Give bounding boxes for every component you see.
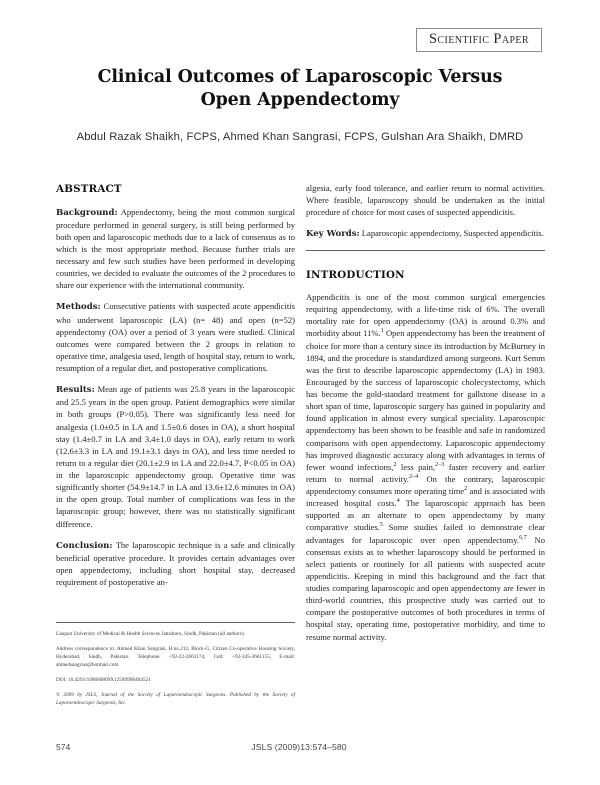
journal-citation: JSLS (2009)13:574–580 bbox=[251, 742, 347, 752]
introduction-heading: INTRODUCTION bbox=[306, 268, 405, 281]
intro-text-h: Some studies failed to demonstrate clear advantages for laparoscopic over open appendectomy. bbox=[306, 522, 545, 545]
intro-text-a: Appendicitis is one of the most common surgical emergencies requiring appendectomy, with a life-time risk of 6%. The overall mortality rate for open appendectomy (OA) is around 0.3% and morbidity about 11%. bbox=[306, 292, 545, 339]
footnote-copyright-line-1: © 2009 by JSLS, Journal of the Society of Laparoendoscopic Surgeons. Published by bbox=[56, 691, 260, 698]
citation-ref-2: 2 bbox=[393, 461, 397, 469]
page-title bbox=[58, 66, 542, 112]
keywords-label: Key Words: bbox=[306, 229, 360, 240]
abstract-methods-text: Consecutive patients with suspected acute appendicitis who underwent laparoscopic (LA) (n= 48) and open (n=52) appendectomy (OA) over a period of 3 years were studied. Clinical outcomes were compared between the 2 groups in relation to operative time, analgesia used, length of hospital stay, return to work, resumption of a regular diet, and postoperative complications. bbox=[56, 301, 295, 374]
abstract-conclusion-text-left: The laparoscopic technique is a safe and clinically beneficial operative procedure. It provides certain advantages over open appendectomy, including short hospital stay, decreased requirement of postoperative an- bbox=[56, 539, 295, 588]
abstract-methods bbox=[56, 300, 295, 374]
title-line-1: Clinical Outcomes of Laparoscopic Versus bbox=[97, 67, 503, 87]
abstract-background-label: Background: bbox=[56, 207, 118, 218]
introduction-column bbox=[306, 182, 545, 643]
abstract-column bbox=[56, 182, 295, 588]
intro-text-b: Open appendectomy has been the treatment of choice for more than a century since its introduction by McBurney in 1894, and the procedure is standardized among surgeons. Kurt Semm was the first to describe laparoscopic appendectomy (LA) in 1983. Encouraged by the success of laparoscopic cholecystectomy, which has become the gold-standard treatment for gallstone disease in a short span of time, laparoscopic surgery has gained in popularity and found application in almost every surgical speciality. Laparoscopic appendectomy has been shown to be feasible and safe in randomized comparisons with open appendectomy. Laparoscopic appendectomy has improved diagnostic accuracy along with advantages in terms of fewer wound infections, bbox=[306, 328, 545, 472]
footnote-correspondence: Address correspondence to: Ahmed Khan Sangrasi, H.no.212, Block-G, Citizen Co-operative Housing Society, Hyderabad, Sindh, Pakistan. Telephone: +92-22-2661174, Cell: +92-345-3661155, E-mail: ahmedsangrasi@hotmail.com bbox=[56, 645, 295, 668]
article-type-badge: Scientific Paper bbox=[416, 28, 542, 52]
abstract-keywords bbox=[306, 227, 545, 240]
abstract-background-text: Appendectomy, being the most common surgical procedure performed in general surgery, is still being performed by both open and laparoscopic methods due to a lack of consensus as to which is the most appropriate method. Because further trials are necessary and few such studies have been performed in developing countries, we decided to evaluate the outcomes of the 2 procedures to share our experience with the international community. bbox=[56, 206, 295, 291]
abstract-conclusion-label: Conclusion: bbox=[56, 540, 113, 551]
citation-ref-1: 1 bbox=[380, 327, 384, 335]
abstract-results-text: Mean age of patients was 25.8 years in the laparoscopic and 25.5 years in the open group. Patient demographics were similar in both groups (P>0.05). There was significantly less need for analgesia (1.0±0.5 in LA and 1.5±0.6 doses in OA), a short hospital stay (1.4±0.7 in LA and 3.4±1.0 days in OA), early return to work (12.6±3.3 in LA and 19.1±3.1 days in OA), and less time needed to return to a regular diet (20.1±2.9 in LA and 22.0±4.7, P<0.05 in OA) in the laparoscopic appendectomy group. Operative time was significantly shorter (54.9±14.7 in LA and 13.6±12.6 minutes in OA) in the open group. Total number of complications was less in the laparoscopic group; however, there was no statistically significant difference. bbox=[56, 384, 295, 529]
abstract-methods-label: Methods: bbox=[56, 302, 101, 313]
abstract-heading: ABSTRACT bbox=[56, 183, 122, 195]
abstract-conclusion bbox=[56, 539, 295, 589]
page-number: 574 bbox=[56, 742, 71, 752]
footnote-doi: DOI: 10.4293/108680809X12589998404521 bbox=[56, 676, 151, 683]
citation-ref-6: 4 bbox=[396, 497, 400, 505]
author-list: Abdul Razak Shaikh, FCPS, Ahmed Khan Sangrasi, FCPS, Gulshan Ara Shaikh, DMRD bbox=[76, 131, 524, 143]
introduction-paragraph bbox=[306, 291, 545, 643]
intro-text-e: On the contrary, laparoscopic appendectomy consumes more operating time bbox=[306, 473, 545, 497]
abstract-conclusion-continued: algesia, early food tolerance, and earlier return to normal activities. Where feasible, laparoscopy should be undertaken as the initial procedure of choice for most cases of suspected appendicitis. bbox=[306, 183, 545, 218]
citation-ref-8: 6,7 bbox=[519, 533, 527, 541]
article-type-badge-row bbox=[0, 28, 600, 52]
intro-text-g: The laparoscopic approach has been supported as an alternate to open appendectomy by many comparative studies. bbox=[306, 498, 545, 533]
footnote-affiliation: Liaquat University of Medical & Health Sciences Jamshoro, Sindh, Pakistan (all authors). bbox=[56, 631, 245, 637]
keywords-text: Laparoscopic appendectomy, Suspected appendicitis. bbox=[359, 228, 544, 239]
footnote-block bbox=[56, 622, 295, 708]
citation-ref-5: 2 bbox=[464, 485, 468, 493]
abstract-background bbox=[56, 206, 295, 292]
footnote-copyright-line-2: the Society of Laparoendoscopic Surgeons, Inc. bbox=[56, 691, 296, 706]
abstract-results bbox=[56, 383, 295, 530]
citation-ref-7: 5 bbox=[379, 521, 383, 529]
citation-ref-3: 2–3 bbox=[435, 461, 445, 469]
intro-text-c: less pain, bbox=[396, 461, 435, 472]
intro-text-d: faster recovery and earlier return to normal activity. bbox=[306, 461, 545, 484]
footnote-copyright bbox=[56, 692, 295, 708]
citation-ref-4: 2–4 bbox=[408, 473, 419, 481]
section-divider bbox=[306, 250, 545, 251]
title-line-2: Open Appendectomy bbox=[200, 90, 400, 111]
footnote-divider bbox=[56, 622, 295, 623]
intro-text-f: and is associated with increased hospital costs. bbox=[306, 486, 545, 509]
abstract-results-label: Results: bbox=[56, 385, 95, 396]
intro-text-i: No consensus exists as to whether laparoscopy should be performed in select patients or routinely for all patients with suspected acute appendicitis. Keeping in mind this background and the fact that studies comparing laparoscopic and open appendectomy are fewer in third-world countries, this prospective study was carried out to compare the postoperative outcomes of both procedures in terms of hospital stay, operating time, postoperative morbidity, and time to resume normal activity. bbox=[306, 534, 545, 642]
